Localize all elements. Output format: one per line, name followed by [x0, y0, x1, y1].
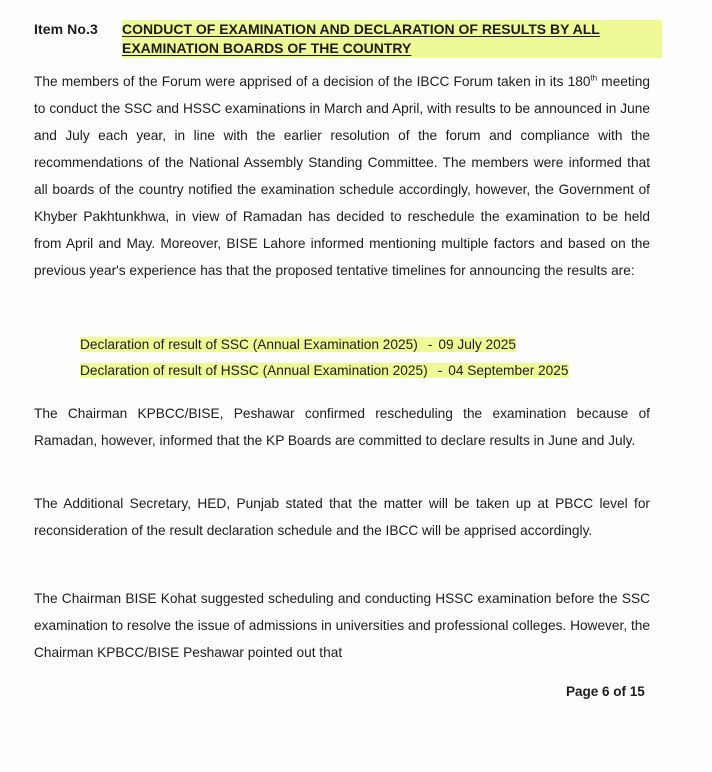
schedule-dash-ssc: - [427, 337, 433, 352]
paragraph-forum-decision-part-b: meeting to conduct the SSC and HSSC examinations in March and April, with results to be announced in June and July each year, in line with the earlier resolution of the forum and compliance with the recommendations of the National Assembly Standing Committee. The members were informed that all boards of the country notified the examination schedule accordingly, however, the Government of Khyber Pakhtunkhwa, in view of Ramadan has decided to reschedule the examination to be held from April and May. Moreover, BISE Lahore informed mentioning multiple factors and based on the previous year's experience has that the proposed tentative timelines for announcing the results are: [34, 74, 650, 278]
schedule-date-hssc: 04 September 2025 [448, 363, 569, 378]
item-title: CONDUCT OF EXAMINATION AND DECLARATION OF RESULTS BY ALL EXAMINATION BOARDS OF THE COUNTRY [122, 20, 662, 58]
paragraph-kohat-chairman: The Chairman BISE Kohat suggested scheduling and conducting HSSC examination before the SSC examination to resolve the issue of admissions in universities and professional colleges. However, the Chairman KPBCC/BISE Peshawar pointed out that [34, 591, 650, 660]
schedule-row-ssc [80, 334, 640, 356]
schedule-row-hssc [80, 360, 640, 382]
schedule-label-hssc: Declaration of result of HSSC (Annual Examination 2025) [80, 363, 428, 378]
item-number: Item No.3 [34, 21, 98, 37]
schedule-date-ssc: 09 July 2025 [438, 337, 516, 352]
schedule-label-ssc: Declaration of result of SSC (Annual Examination 2025) [80, 337, 418, 352]
paragraph-additional-secretary: The Additional Secretary, HED, Punjab stated that the matter will be taken up at PBCC level for reconsideration of the result declaration schedule and the IBCC will be apprised accordingly. [34, 496, 650, 538]
paragraph-forum-decision [34, 68, 650, 284]
page-number: Page 6 of 15 [566, 684, 645, 699]
paragraph-kp-chairman: The Chairman KPBCC/BISE, Peshawar confirmed rescheduling the examination because of Ramadan, however, informed that the KP Boards are committed to declare results in June and July. [34, 406, 650, 448]
paragraph-forum-decision-part-a: The members of the Forum were apprised of a decision of the IBCC Forum taken in its 180 [34, 74, 591, 89]
schedule-dash-hssc: - [437, 363, 443, 378]
ordinal-suffix: th [590, 73, 598, 83]
